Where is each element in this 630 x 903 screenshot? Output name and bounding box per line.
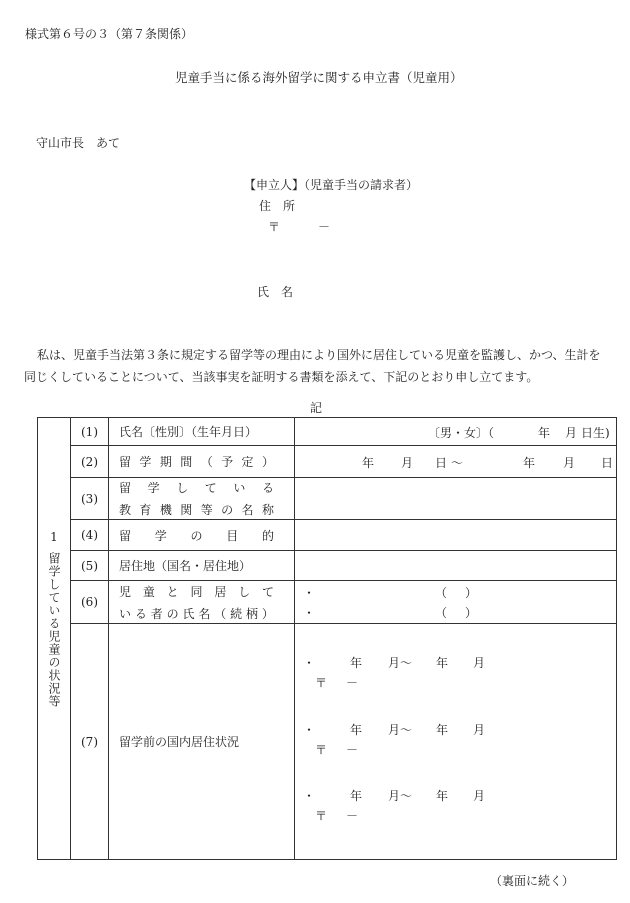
label-char: 年 (350, 656, 363, 670)
cohabitant-bullet-2: ・ (303, 606, 316, 620)
label-char: 年 (436, 723, 449, 737)
applicant-heading-note: （児童手当の請求者） (304, 178, 419, 192)
table-row (38, 478, 617, 520)
study-period-field[interactable] (295, 446, 617, 478)
label-char: と (166, 584, 179, 599)
addressee: 守山市長 あて (36, 136, 121, 150)
address-field[interactable] (268, 217, 468, 235)
label-char: の (166, 606, 179, 621)
label-char: 学 (139, 455, 152, 469)
row-number: (7) (71, 624, 109, 860)
label-char: 称 (261, 503, 274, 517)
postal-mark: 〒 (268, 220, 281, 234)
form-number: 様式第６号の３（第７条関係） (25, 27, 194, 41)
section-number: 1 (50, 529, 58, 544)
label-char: 月 (473, 789, 486, 803)
name-sex-birthdate-field[interactable] (295, 418, 617, 446)
label-char: 年 (436, 789, 449, 803)
label-char: 的 (261, 528, 274, 543)
label-char: 月 (473, 656, 486, 670)
study-purpose-field[interactable] (295, 520, 617, 551)
start-day-label: 日 〜 (435, 456, 463, 470)
label-char: 期 (159, 455, 172, 469)
end-month-label: 月 (563, 456, 576, 470)
label-char: 年 (436, 656, 449, 670)
table-row (38, 418, 617, 446)
postal-dash: － (318, 220, 331, 234)
table-row (38, 551, 617, 581)
row-label: 氏名〔性別〕（生年月日） (109, 418, 295, 446)
cohabitant-relation-open-2: （ (435, 606, 448, 620)
label-char: 目 (226, 528, 239, 543)
row-number: (1) (71, 418, 109, 446)
postal-dash: － (346, 809, 359, 823)
postal-mark: 〒 (315, 743, 328, 757)
row-label: 居住地（国名・居住地） (109, 551, 295, 581)
label-char: 学 (154, 528, 167, 543)
label-char: （ (200, 455, 213, 469)
postal-mark: 〒 (315, 809, 328, 823)
label-char: 関 (180, 503, 193, 517)
document-title: 児童手当に係る海外留学に関する申立書（児童用） (175, 70, 463, 85)
cohabitant-relation-close-1: ） (465, 586, 478, 600)
label-char: （ (214, 606, 227, 621)
birth-year-label: 年 (538, 426, 551, 440)
statement-line-2: 同じくしていることについて、当該事実を証明する書類を添えて、下記のとおり申し立てます。 (24, 370, 539, 384)
row-number: (4) (71, 520, 109, 551)
row-number: (5) (71, 551, 109, 581)
label-char: る (261, 481, 274, 495)
label-char: 同 (190, 584, 203, 599)
label-char: 月〜 (388, 656, 413, 670)
label-char: い (233, 481, 246, 495)
label-char: い (119, 606, 132, 621)
start-year-label: 年 (362, 456, 375, 470)
prior-residence-field[interactable] (295, 624, 617, 860)
label-char: の (190, 528, 203, 543)
label-char: る (134, 606, 147, 621)
applicant-heading (244, 176, 418, 193)
label-char: 柄 (246, 606, 259, 621)
name-label: 氏 名 (257, 285, 294, 299)
label-char: ） (261, 455, 274, 469)
label-char: 年 (350, 723, 363, 737)
birth-day-label: 日生) (581, 426, 610, 440)
applicant-heading-label: 【申立人】 (244, 178, 305, 192)
label-char: ・ (303, 656, 316, 670)
name-field[interactable] (300, 280, 550, 300)
row-label (109, 581, 295, 624)
table-row (38, 446, 617, 478)
continued-note: （裏面に続く） (490, 874, 575, 888)
label-char: 童 (142, 584, 155, 599)
label-char: 育 (139, 503, 152, 517)
row-label: 留学前の国内居住状況 (109, 624, 295, 860)
cohabitant-bullet-1: ・ (303, 586, 316, 600)
label-char: 留 (119, 455, 132, 469)
row-label (109, 520, 295, 551)
label-char: て (204, 481, 217, 495)
row-number: (2) (71, 446, 109, 478)
row-number: (6) (71, 581, 109, 624)
label-char: 予 (221, 455, 234, 469)
section-header-cell (38, 418, 71, 860)
label-char: 間 (180, 455, 193, 469)
postal-mark: 〒 (315, 676, 328, 690)
birth-month-label: 月 (565, 426, 578, 440)
label-char: 教 (119, 503, 132, 517)
label-char: ・ (303, 723, 316, 737)
label-char: 居 (214, 584, 227, 599)
row-label (109, 478, 295, 520)
label-char: 留 (119, 528, 132, 543)
end-day-label: 日 (601, 456, 614, 470)
cohabitant-relation-open-1: （ (435, 586, 448, 600)
sex-birth-text: 〔男・女〕（ (428, 426, 495, 440)
postal-dash: － (346, 676, 359, 690)
label-char: て (261, 584, 274, 599)
label-char: ・ (303, 789, 316, 803)
label-char: 留 (119, 481, 132, 495)
address-label: 住 所 (259, 199, 296, 213)
label-char: ） (261, 606, 274, 621)
table-row (38, 624, 617, 860)
end-year-label: 年 (523, 456, 536, 470)
table-row (38, 520, 617, 551)
cohabitant-relation-close-2: ） (465, 606, 478, 620)
section-title: 留学している児童の状況等 (47, 551, 61, 708)
label-char: 学 (147, 481, 160, 495)
table-row (38, 581, 617, 624)
start-month-label: 月 (401, 456, 414, 470)
form-table (37, 417, 617, 860)
label-char: 名 (241, 503, 254, 517)
label-char: 氏 (182, 606, 195, 621)
label-char: 月〜 (388, 789, 413, 803)
label-char: 機 (159, 503, 172, 517)
label-char: 年 (350, 789, 363, 803)
label-char: の (221, 503, 234, 517)
label-char: 名 (198, 606, 211, 621)
label-char: 続 (230, 606, 243, 621)
ki-label: 記 (310, 401, 323, 415)
row-label (109, 446, 295, 478)
label-char: し (238, 584, 251, 599)
label-char: し (176, 481, 189, 495)
label-char: 月 (473, 723, 486, 737)
label-char: 児 (119, 584, 132, 599)
label-char: 月〜 (388, 723, 413, 737)
label-char: 定 (241, 455, 254, 469)
label-char: 等 (200, 503, 213, 517)
statement-line-1: 私は、児童手当法第３条に規定する留学等の理由により国外に居住している児童を監護し、かつ、生計を (37, 348, 601, 362)
cohabitant-field[interactable] (295, 581, 617, 624)
row-number: (3) (71, 478, 109, 520)
postal-dash: － (346, 743, 359, 757)
residence-field[interactable] (295, 551, 617, 581)
institution-name-field[interactable] (295, 478, 617, 520)
label-char: 者 (150, 606, 163, 621)
